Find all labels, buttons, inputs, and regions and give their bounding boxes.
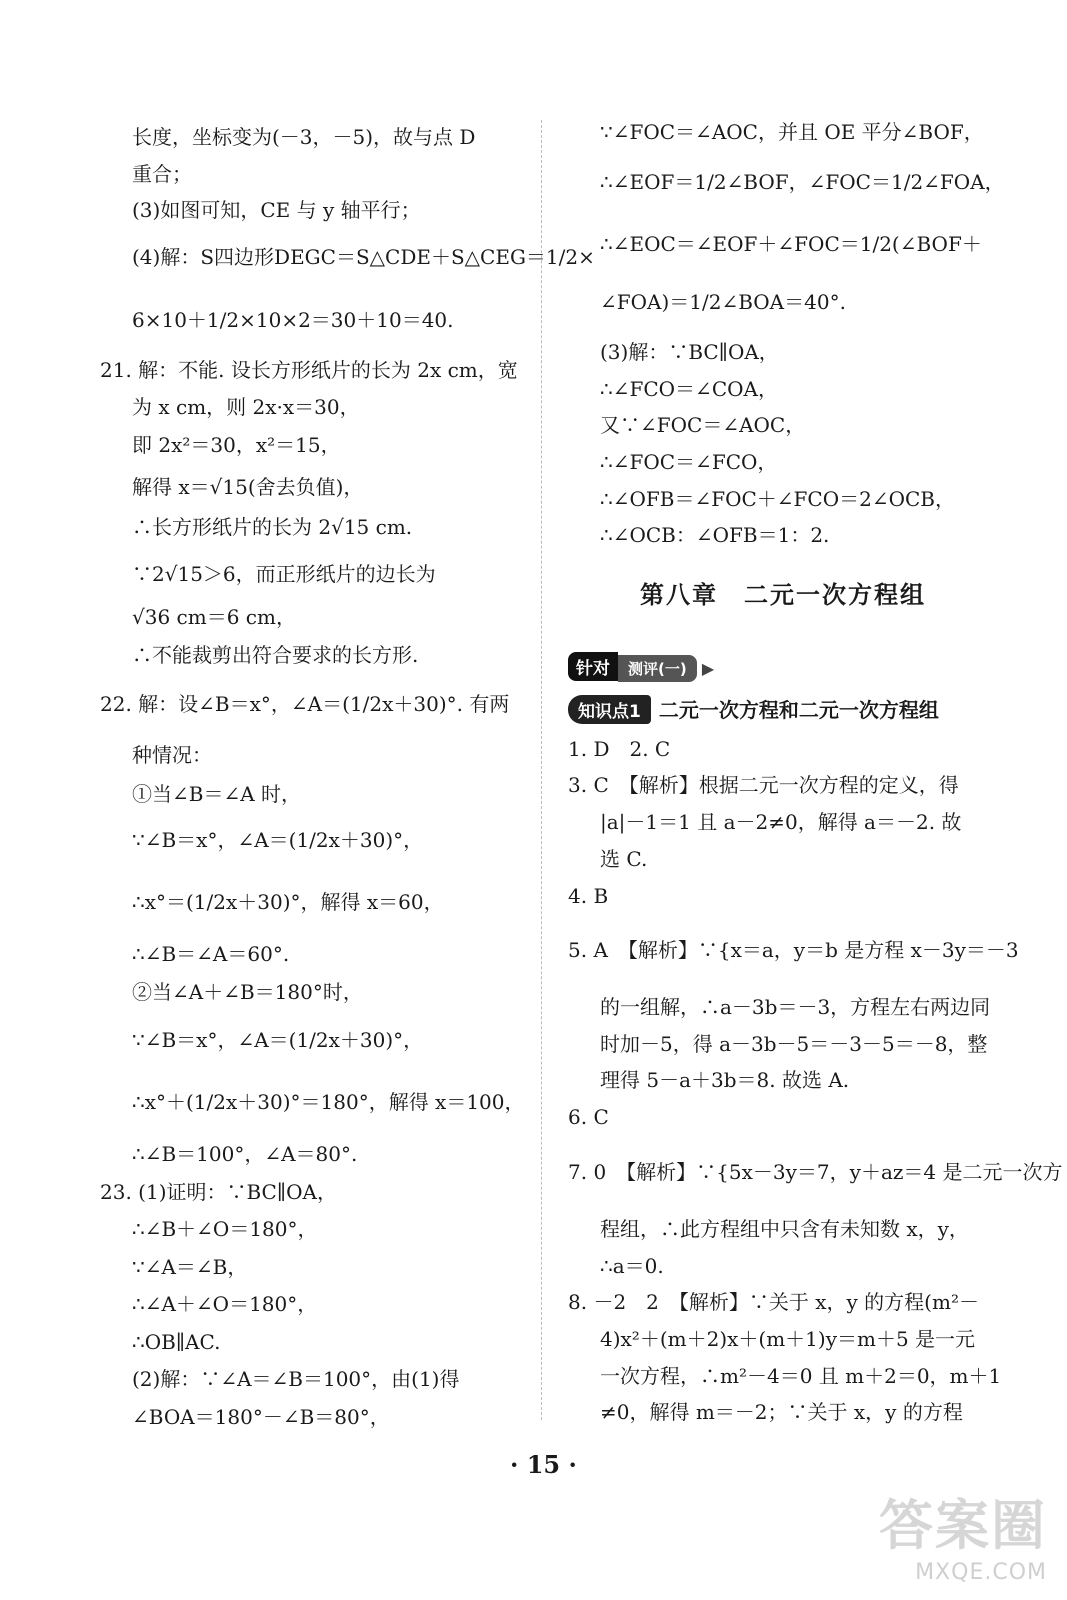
- text-line: ∴∠EOF＝1/2∠BOF，∠FOC＝1/2∠FOA，: [600, 170, 1005, 194]
- text-line: 7. 0 【解析】∵{5x－3y＝7，y＋az＝4 是二元一次方: [568, 1160, 1063, 1184]
- page-number: · 15 ·: [510, 1450, 577, 1479]
- text-line: ∵∠FOC＝∠AOC，并且 OE 平分∠BOF，: [600, 120, 984, 144]
- text-line: ∠FOA)＝1/2∠BOA＝40°.: [600, 290, 846, 314]
- watermark-url: MXQE.COM: [915, 1560, 1047, 1585]
- text-line: ∠BOA＝180°－∠B＝80°，: [132, 1405, 390, 1429]
- text-line: ∵∠B＝x°，∠A＝(1/2x＋30)°，: [132, 1028, 424, 1052]
- watermark-logo: 答案圈: [879, 1494, 1047, 1557]
- text-line: 4. B: [568, 884, 609, 908]
- text-line: 6. C: [568, 1105, 609, 1129]
- text-line: ①当∠B＝∠A 时，: [132, 782, 302, 806]
- text-line: 时加－5，得 a－3b－5＝－3－5＝－8，整: [600, 1032, 988, 1056]
- text-line: ∴∠FCO＝∠COA，: [600, 377, 778, 401]
- text-line: 22. 解：设∠B＝x°，∠A＝(1/2x＋30)°. 有两: [100, 692, 510, 716]
- text-line: ∴长方形纸片的长为 2√15 cm.: [132, 515, 413, 539]
- text-line: ∵∠B＝x°，∠A＝(1/2x＋30)°，: [132, 828, 424, 852]
- text-line: ∴x°＝(1/2x＋30)°，解得 x＝60，: [132, 890, 444, 914]
- knowledge-point-tag: 知识点1: [568, 695, 651, 724]
- text-line: (2)解：∵∠A＝∠B＝100°，由(1)得: [132, 1367, 460, 1391]
- text-line: ≠0，解得 m＝－2；∵关于 x，y 的方程: [600, 1400, 963, 1424]
- chapter-title: 第八章 二元一次方程组: [640, 580, 926, 609]
- text-line: 1. D 2. C: [568, 737, 671, 761]
- text-line: 理得 5－a＋3b＝8. 故选 A.: [600, 1068, 850, 1092]
- text-line: (3)解：∵BC∥OA，: [600, 340, 779, 364]
- text-line: ∴∠EOC＝∠EOF＋∠FOC＝1/2(∠BOF＋: [600, 232, 982, 256]
- text-line: 5. A 【解析】∵{x＝a，y＝b 是方程 x－3y＝－3: [568, 938, 1019, 962]
- text-line: ∴不能裁剪出符合要求的长方形.: [132, 643, 419, 667]
- text-line: ∵2√15＞6，而正形纸片的边长为: [132, 562, 436, 586]
- text-line: ∴∠FOC＝∠FCO，: [600, 450, 778, 474]
- text-line: ∴a＝0.: [600, 1254, 664, 1278]
- text-line: 6×10＋1/2×10×2＝30＋10＝40.: [132, 308, 454, 332]
- text-line: 程组，∴此方程组中只含有未知数 x，y，: [600, 1217, 969, 1241]
- text-line: 重合；: [132, 162, 192, 186]
- text-line: ∴∠OCB：∠OFB＝1：2.: [600, 523, 830, 547]
- watermark: [879, 1483, 1047, 1585]
- text-line: 解得 x＝√15(舍去负值)，: [132, 475, 364, 499]
- text-line: 为 x cm，则 2x·x＝30，: [132, 395, 360, 419]
- section-banner: [568, 652, 768, 680]
- text-line: 即 2x²＝30，x²＝15，: [132, 433, 341, 457]
- text-line: 4)x²＋(m＋2)x＋(m＋1)y＝m＋5 是一元: [600, 1327, 976, 1351]
- text-line: 8. －2 2 【解析】∵关于 x，y 的方程(m²－: [568, 1290, 979, 1314]
- text-line: ∴∠B＝∠A＝60°.: [132, 942, 290, 966]
- text-line: ∴∠A＋∠O＝180°，: [132, 1292, 318, 1316]
- text-line: √36 cm＝6 cm，: [132, 605, 296, 629]
- text-line: 一次方程，∴m²－4＝0 且 m＋2＝0，m＋1: [600, 1364, 1002, 1388]
- column-divider: [541, 120, 542, 1420]
- text-line: ∴∠B＋∠O＝180°，: [132, 1217, 318, 1241]
- text-line: ∴x°＋(1/2x＋30)°＝180°，解得 x＝100，: [132, 1090, 525, 1114]
- knowledge-point-heading: [568, 694, 939, 724]
- text-line: 种情况：: [132, 743, 212, 767]
- text-line: 的一组解，∴a－3b＝－3，方程左右两边同: [600, 995, 991, 1019]
- text-line: ∵∠A＝∠B，: [132, 1255, 248, 1279]
- banner-part2: 测评(一): [618, 655, 697, 682]
- text-line: 23. (1)证明：∵BC∥OA，: [100, 1180, 337, 1204]
- text-line: (3)如图可知，CE 与 y 轴平行；: [132, 198, 421, 222]
- text-line: 21. 解：不能. 设长方形纸片的长为 2x cm，宽: [100, 358, 518, 382]
- text-line: 又∵∠FOC＝∠AOC，: [600, 413, 806, 437]
- text-line: ∴∠OFB＝∠FOC＋∠FCO＝2∠OCB，: [600, 487, 955, 511]
- text-line: (4)解：S四边形DEGC＝S△CDE＋S△CEG＝1/2×: [132, 245, 595, 269]
- banner-part1: 针对: [568, 652, 618, 681]
- text-line: 选 C.: [600, 847, 648, 871]
- text-line: ∴OB∥AC.: [132, 1330, 221, 1354]
- arrow-icon: ▶: [701, 659, 715, 678]
- text-line: |a|－1＝1 且 a－2≠0，解得 a＝－2. 故: [600, 810, 962, 834]
- knowledge-point-title: 二元一次方程和二元一次方程组: [658, 698, 939, 722]
- text-line: 3. C 【解析】根据二元一次方程的定义，得: [568, 773, 959, 797]
- text-line: ②当∠A＋∠B＝180°时，: [132, 980, 363, 1004]
- text-line: ∴∠B＝100°，∠A＝80°.: [132, 1142, 358, 1166]
- text-line: 长度，坐标变为(－3，－5)，故与点 D: [132, 125, 476, 149]
